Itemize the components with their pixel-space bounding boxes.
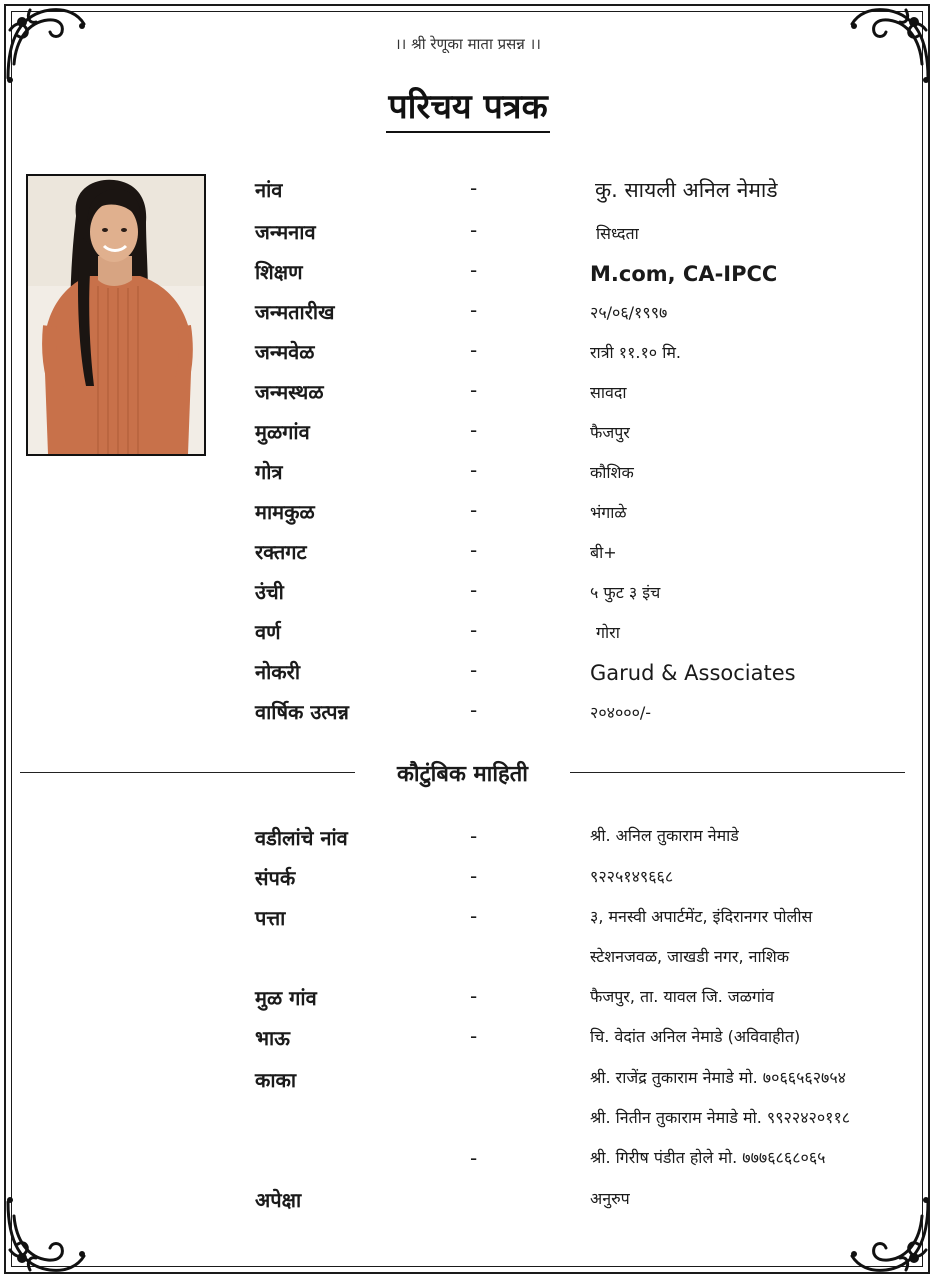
uncle-value-3: श्री. गिरीष पंडीत होले मो. ७७७६८६८०६५	[590, 1148, 826, 1167]
row-dash: -	[470, 824, 478, 848]
annual-income-label: वार्षिक उत्पन्न	[255, 700, 349, 724]
native-village-label: मुळगांव	[255, 420, 310, 444]
family-row-uncle	[0, 1066, 936, 1106]
row-dash: -	[470, 864, 478, 888]
address-line-2: स्टेशनजवळ, जाखडी नगर, नाशिक	[590, 947, 789, 966]
education-value: M.com, CA-IPCC	[590, 262, 778, 286]
row-dash: -	[470, 298, 478, 322]
row-dash: -	[470, 1146, 478, 1170]
detail-row-height	[0, 578, 936, 618]
name-value: कु. सायली अनिल नेमाडे	[595, 178, 778, 202]
expectation-label: अपेक्षा	[255, 1188, 302, 1212]
birth-place-value: सावदा	[590, 383, 627, 402]
birth-place-label: जन्मस्थळ	[255, 380, 324, 404]
blood-group-value: बी+	[590, 543, 617, 562]
detail-row-native-village	[0, 418, 936, 458]
row-dash: -	[470, 258, 478, 282]
maternal-clan-value: भंगाळे	[590, 503, 627, 522]
annual-income-value: २०४०००/-	[590, 703, 652, 722]
birth-date-label: जन्मतारीख	[255, 300, 335, 324]
birth-time-value: रात्री ११.१० मि.	[590, 343, 681, 362]
brother-label: भाऊ	[255, 1026, 290, 1050]
contact-value: ९२२५१४९६६८	[590, 867, 674, 886]
row-dash: -	[470, 218, 478, 242]
section-divider-left	[20, 772, 355, 773]
family-row-address	[0, 904, 936, 944]
father-value: श्री. अनिल तुकाराम नेमाडे	[590, 826, 739, 845]
father-label: वडीलांचे नांव	[255, 826, 348, 850]
maternal-clan-label: मामकुळ	[255, 500, 315, 524]
expectation-value: अनुरुप	[590, 1189, 630, 1208]
name-label: नांव	[255, 178, 283, 202]
family-row-expectation	[0, 1186, 936, 1226]
family-section-title: कौटुंबिक माहिती	[397, 762, 528, 787]
row-dash: -	[470, 176, 478, 200]
detail-row-annual-income	[0, 698, 936, 738]
page-title: परिचय पत्रक	[386, 87, 549, 133]
row-dash: -	[470, 538, 478, 562]
row-dash: -	[470, 578, 478, 602]
detail-row-birth-name	[0, 218, 936, 258]
detail-row-gotra	[0, 458, 936, 498]
detail-row-birth-date	[0, 298, 936, 338]
family-row-contact	[0, 864, 936, 904]
birth-name-label: जन्मनाव	[255, 220, 316, 244]
detail-row-name	[0, 176, 936, 216]
detail-row-birth-place	[0, 378, 936, 418]
family-row-native	[0, 984, 936, 1024]
row-dash: -	[470, 984, 478, 1008]
detail-row-maternal-clan	[0, 498, 936, 538]
detail-row-blood-group	[0, 538, 936, 578]
birth-time-label: जन्मवेळ	[255, 340, 315, 364]
height-value: ५ फुट ३ इंच	[590, 583, 661, 602]
gotra-label: गोत्र	[255, 460, 283, 484]
family-row-uncle-2	[0, 1106, 936, 1146]
detail-row-job	[0, 658, 936, 698]
address-label: पत्ता	[255, 906, 286, 930]
row-dash: -	[470, 904, 478, 928]
complexion-label: वर्ण	[255, 620, 281, 644]
education-label: शिक्षण	[255, 260, 303, 284]
row-dash: -	[470, 338, 478, 362]
row-dash: -	[470, 658, 478, 682]
detail-row-complexion	[0, 618, 936, 658]
complexion-value: गोरा	[596, 623, 620, 642]
family-row-father	[0, 824, 936, 864]
page-title-wrap	[0, 82, 936, 128]
section-divider-right	[570, 772, 905, 773]
uncle-value-1: श्री. राजेंद्र तुकाराम नेमाडे मो. ७०६६५६२७५४	[590, 1068, 847, 1087]
job-label: नोकरी	[255, 660, 300, 684]
address-line-1: ३, मनस्वी अपार्टमेंट, इंदिरानगर पोलीस	[590, 907, 813, 926]
row-dash: -	[470, 418, 478, 442]
row-dash: -	[470, 698, 478, 722]
uncle-label: काका	[255, 1068, 297, 1092]
row-dash: -	[470, 1024, 478, 1048]
detail-row-education	[0, 258, 936, 298]
gotra-value: कौशिक	[590, 463, 634, 482]
birth-name-value: सिध्दता	[596, 224, 639, 243]
blood-group-label: रक्तगट	[255, 540, 307, 564]
contact-label: संपर्क	[255, 866, 296, 890]
row-dash: -	[470, 378, 478, 402]
native-village-value: फैजपुर	[590, 423, 630, 442]
birth-date-value: २५/०६/१९९७	[590, 303, 668, 322]
family-row-uncle-3	[0, 1146, 936, 1186]
row-dash: -	[470, 458, 478, 482]
native-place-label: मुळ गांव	[255, 986, 317, 1010]
row-dash: -	[470, 498, 478, 522]
invocation-text: ।। श्री रेणूका माता प्रसन्न ।।	[395, 35, 541, 53]
native-place-value: फैजपुर, ता. यावल जि. जळगांव	[590, 987, 774, 1006]
family-row-brother	[0, 1024, 936, 1064]
family-row-address-cont	[0, 944, 936, 984]
job-value: Garud & Associates	[590, 661, 796, 685]
height-label: उंची	[255, 580, 284, 604]
family-section-header	[0, 758, 936, 788]
brother-value: चि. वेदांत अनिल नेमाडे (अविवाहीत)	[590, 1027, 801, 1046]
detail-row-birth-time	[0, 338, 936, 378]
row-dash: -	[470, 618, 478, 642]
uncle-value-2: श्री. नितीन तुकाराम नेमाडे मो. ९९२२४२०११८	[590, 1108, 851, 1127]
